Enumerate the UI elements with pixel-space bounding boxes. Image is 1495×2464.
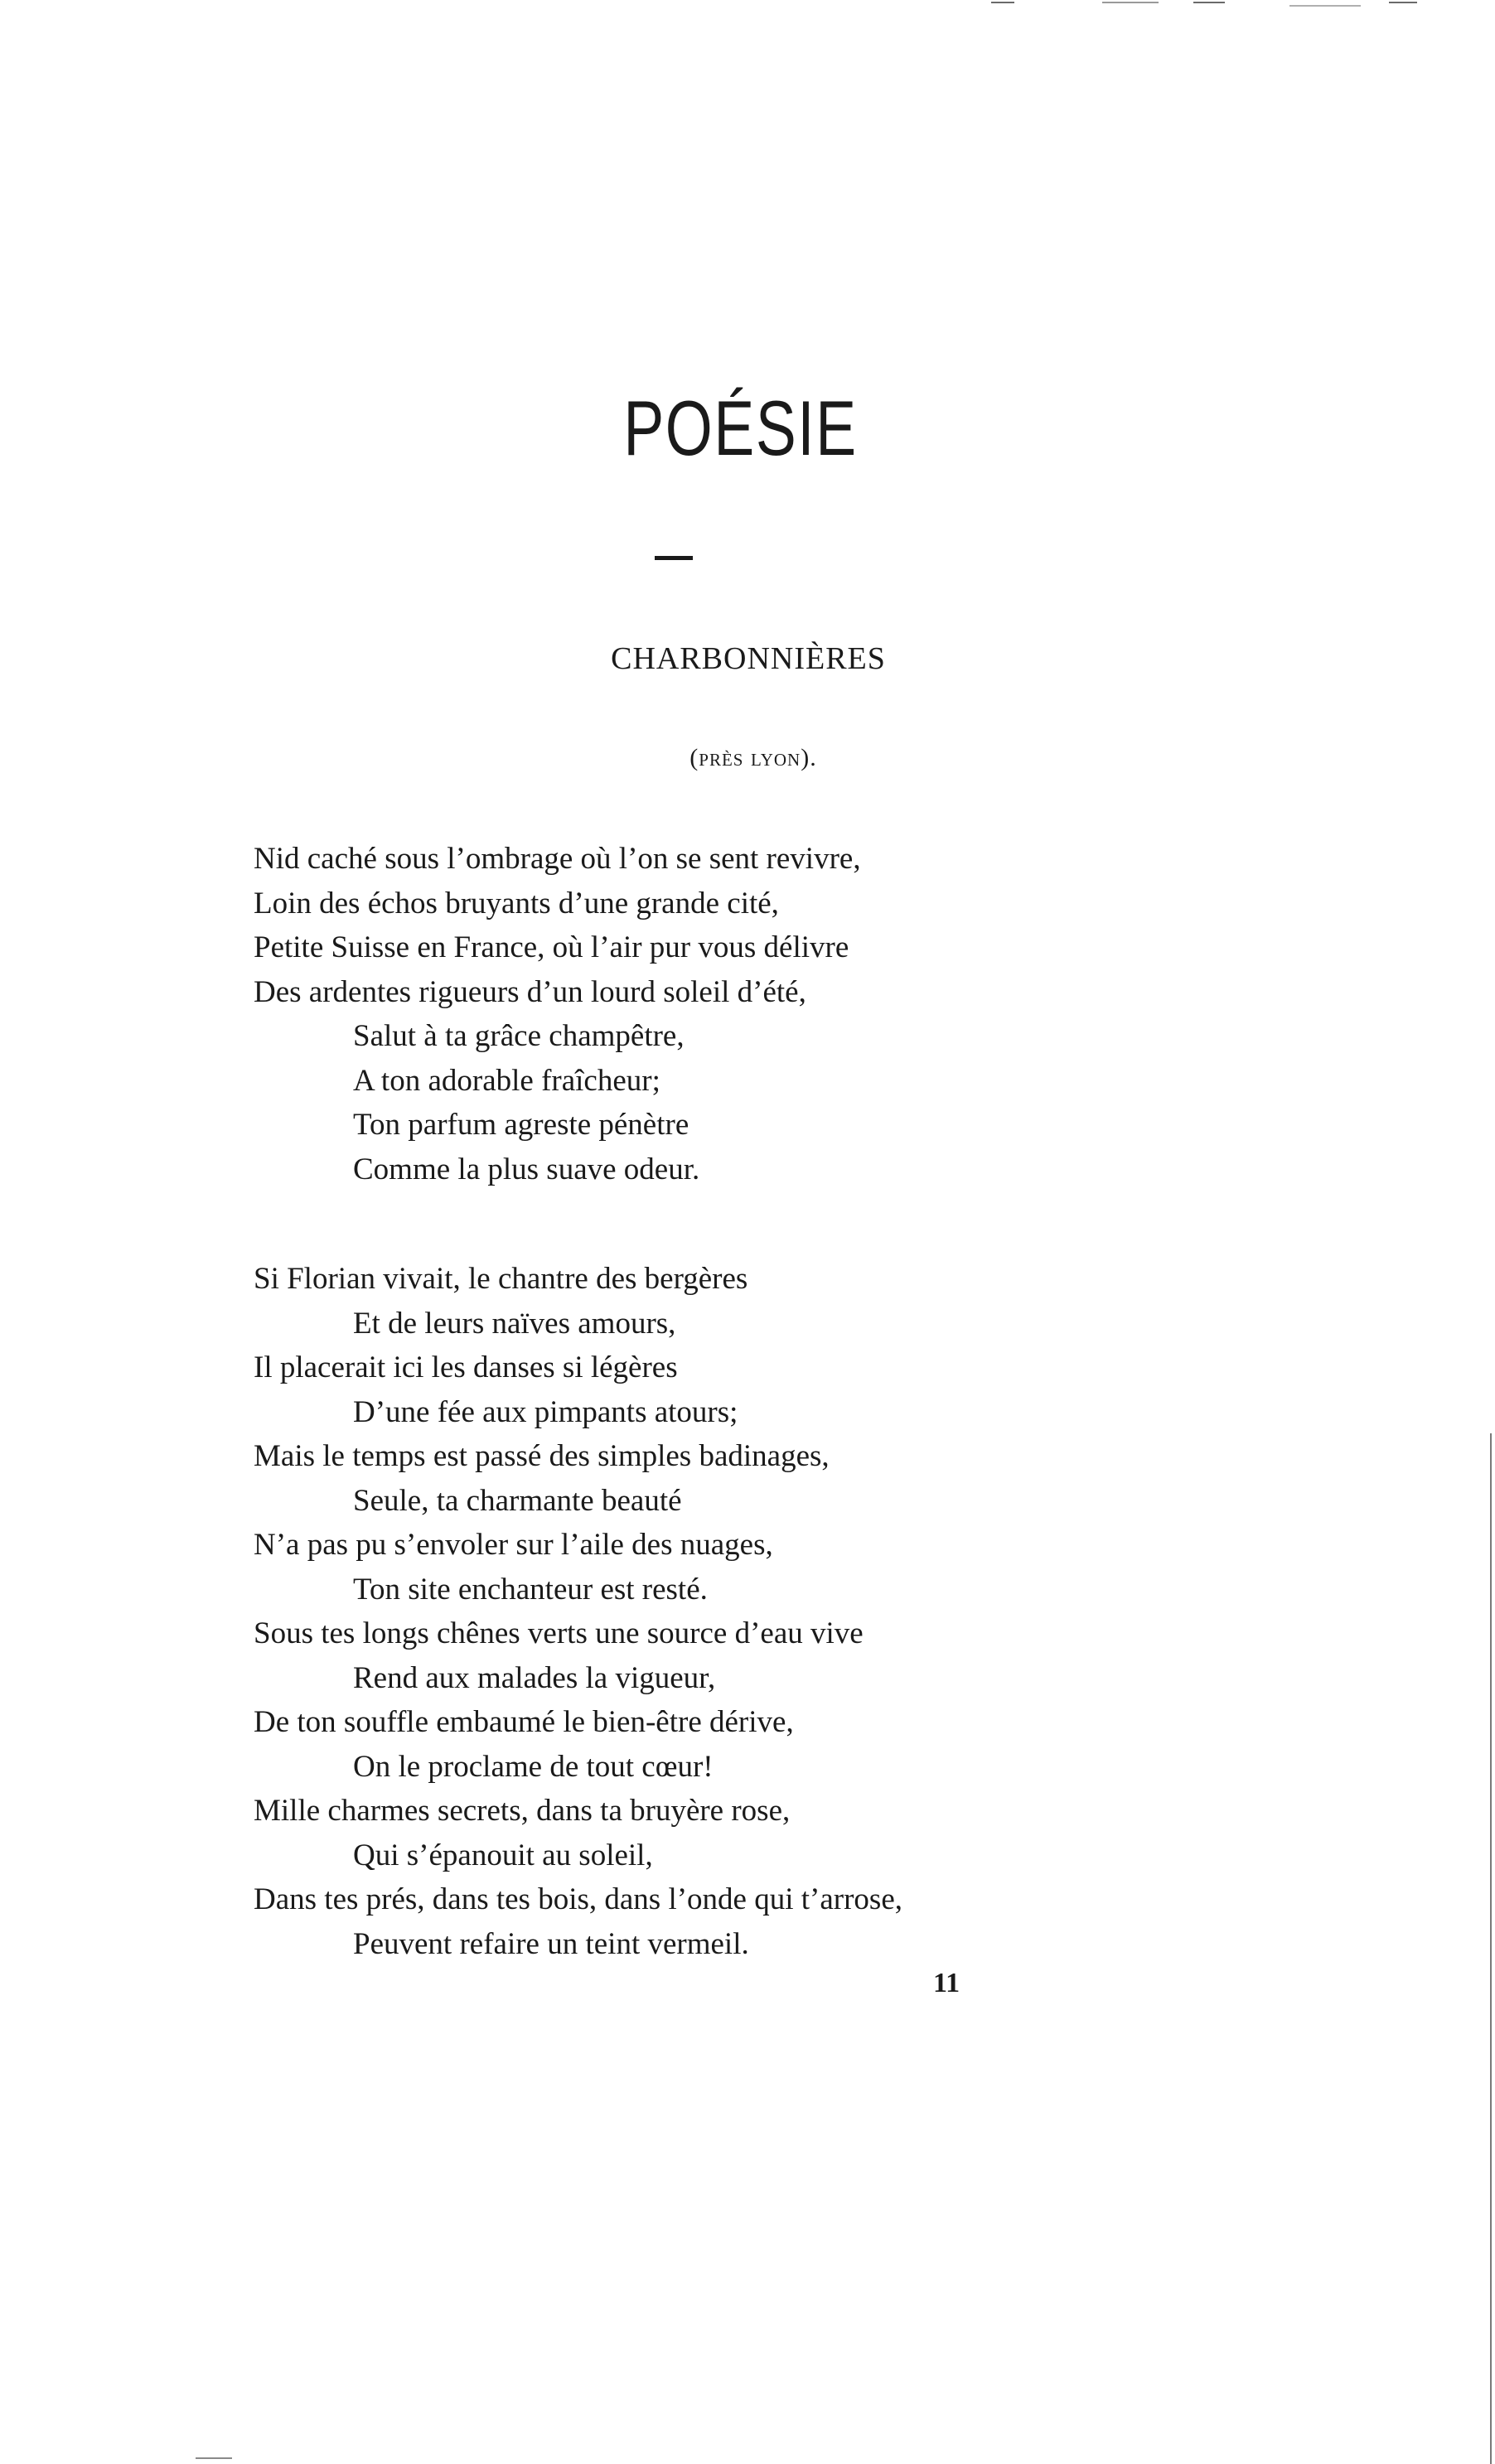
poem-line: Nid caché sous l’ombrage où l’on se sent revivre, <box>254 842 861 876</box>
poem-line: D’une fée aux pimpants atours; <box>353 1394 738 1429</box>
poem-line: Peuvent refaire un teint vermeil. <box>353 1926 749 1961</box>
stanza-1 <box>254 837 861 1191</box>
poem-line: On le proclame de tout cœur! <box>353 1749 714 1784</box>
poem-line: Sous tes longs chênes verts une source d’eau vive <box>254 1616 864 1650</box>
poem-line: Si Florian vivait, le chantre des bergères <box>254 1262 748 1296</box>
title-rule <box>655 556 693 560</box>
scan-mark-right <box>1490 1433 1492 2464</box>
poem-line: Loin des échos bruyants d’une grande cité, <box>254 886 779 920</box>
poem-line: Mais le temps est passé des simples badinages, <box>254 1439 830 1473</box>
poem-title: CHARBONNIÈRES <box>611 641 886 676</box>
scan-mark-top <box>1193 2 1225 3</box>
poem-line: A ton adorable fraîcheur; <box>353 1063 660 1098</box>
poem-line: Ton parfum agreste pénètre <box>353 1108 689 1142</box>
page-number: 11 <box>933 1968 960 1998</box>
poem-line: Dans tes prés, dans tes bois, dans l’onde qui t’arrose, <box>254 1882 902 1916</box>
scan-mark-top <box>1102 2 1159 3</box>
section-title: POÉSIE <box>623 384 858 471</box>
poem-line: Seule, ta charmante beauté <box>353 1483 682 1518</box>
scan-mark-top <box>1289 5 1361 7</box>
stanza-2 <box>254 1257 902 1966</box>
poem-line: Il placerait ici les danses si légères <box>254 1350 678 1384</box>
poem-line: Ton site enchanteur est resté. <box>353 1572 708 1606</box>
poem-subtitle: (près lyon). <box>689 744 817 771</box>
scan-mark-top <box>1389 2 1417 3</box>
poem-line: Petite Suisse en France, où l’air pur vous délivre <box>254 930 849 964</box>
scan-mark-top <box>991 2 1014 3</box>
scan-mark-bottom <box>196 2457 232 2459</box>
poem-line: Rend aux malades la vigueur, <box>353 1660 716 1695</box>
poem-line: De ton souffle embaumé le bien-être dérive, <box>254 1705 794 1739</box>
poem-line: Comme la plus suave odeur. <box>353 1152 700 1186</box>
poem-line: Salut à ta grâce champêtre, <box>353 1019 685 1053</box>
poem-line: Mille charmes secrets, dans ta bruyère rose, <box>254 1794 791 1828</box>
poem-line: Qui s’épanouit au soleil, <box>353 1838 653 1872</box>
poem-line: Des ardentes rigueurs d’un lourd soleil d’été, <box>254 974 806 1009</box>
poem-line: N’a pas pu s’envoler sur l’aile des nuages, <box>254 1528 773 1562</box>
poem-line: Et de leurs naïves amours, <box>353 1306 676 1341</box>
